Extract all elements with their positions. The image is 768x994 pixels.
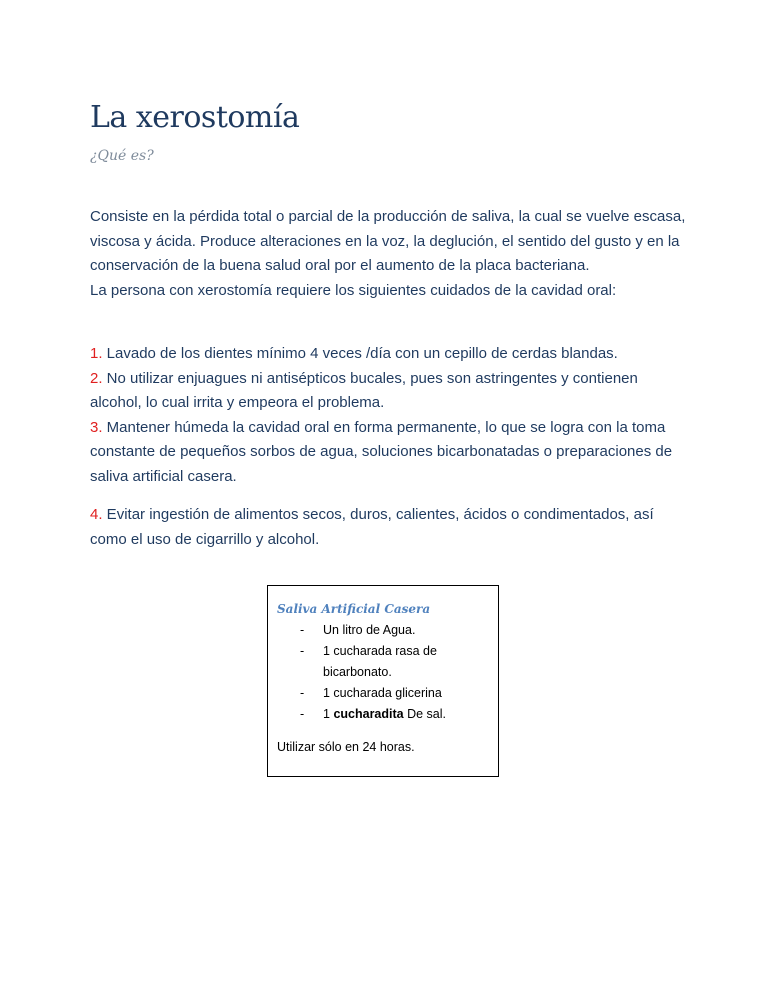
recipe-box [267,585,499,777]
intro-first-letter: C [90,208,101,225]
recipe-item-text: Un litro de Agua. [323,623,416,637]
care-item-text: Evitar ingestión de alimentos secos, duros, calientes, ácidos o condimentados, así como el uso de cigarrillo y alcohol. [90,506,654,548]
recipe-item [277,641,492,683]
care-list-continued [90,503,690,552]
care-item [90,503,690,552]
care-item-number: 3. [90,418,103,436]
recipe-item-text-pre: 1 [323,707,334,721]
care-item-number: 4. [90,506,103,523]
recipe-item-text-post: De sal. [403,707,446,721]
intro-section [90,205,690,303]
recipe-list [277,620,492,725]
recipe-bullet: - [300,707,305,721]
care-item [90,416,690,490]
intro-paragraph [90,205,690,279]
care-item-text: No utilizar enjuagues ni antisépticos bucales, pues son astringentes y contienen alcohol, lo cual irrita y empeora el problema. [90,369,638,411]
recipe-item [277,620,492,641]
care-item-number: 1. [90,345,103,362]
recipe-title: Saliva Artificial Casera [277,602,431,616]
recipe-bullet: - [300,644,305,658]
recipe-item-text-bold: cucharadita [333,707,404,721]
care-intro: La persona con xerostomía requiere los siguientes cuidados de la cavidad oral: [90,281,617,299]
recipe-note: Utilizar sólo en 24 horas. [277,740,415,754]
page-title: La xerostomía [90,100,300,135]
recipe-item-text: 1 cucharada rasa de bicarbonato. [323,644,437,679]
care-item-number: 2. [90,369,103,387]
care-item-text: Lavado de los dientes mínimo 4 veces /día con un cepillo de cerdas blandas. [102,345,618,362]
care-item-text: Mantener húmeda la cavidad oral en forma permanente, lo que se logra con la toma constante de pequeños sorbos de agua, soluciones bicarbonatadas o preparaciones de saliva artificial casera. [90,418,673,485]
recipe-bullet: - [300,686,305,700]
care-list [90,342,690,489]
recipe-item [277,704,492,725]
care-item [90,342,690,367]
page-subtitle: ¿Qué es? [90,148,154,164]
recipe-bullet: - [300,623,305,637]
intro-paragraph-text: onsiste en la pérdida total o parcial de la producción de saliva, la cual se vuelve escasa, viscosa y ácida. Produce alteraciones en la voz, la deglución, el sentido del gusto y en la conservación de la buena salud oral por el aumento de la placa bacteriana. [90,208,686,274]
recipe-item-text: 1 cucharada glicerina [323,686,442,700]
care-item [90,367,690,416]
recipe-item [277,683,492,704]
